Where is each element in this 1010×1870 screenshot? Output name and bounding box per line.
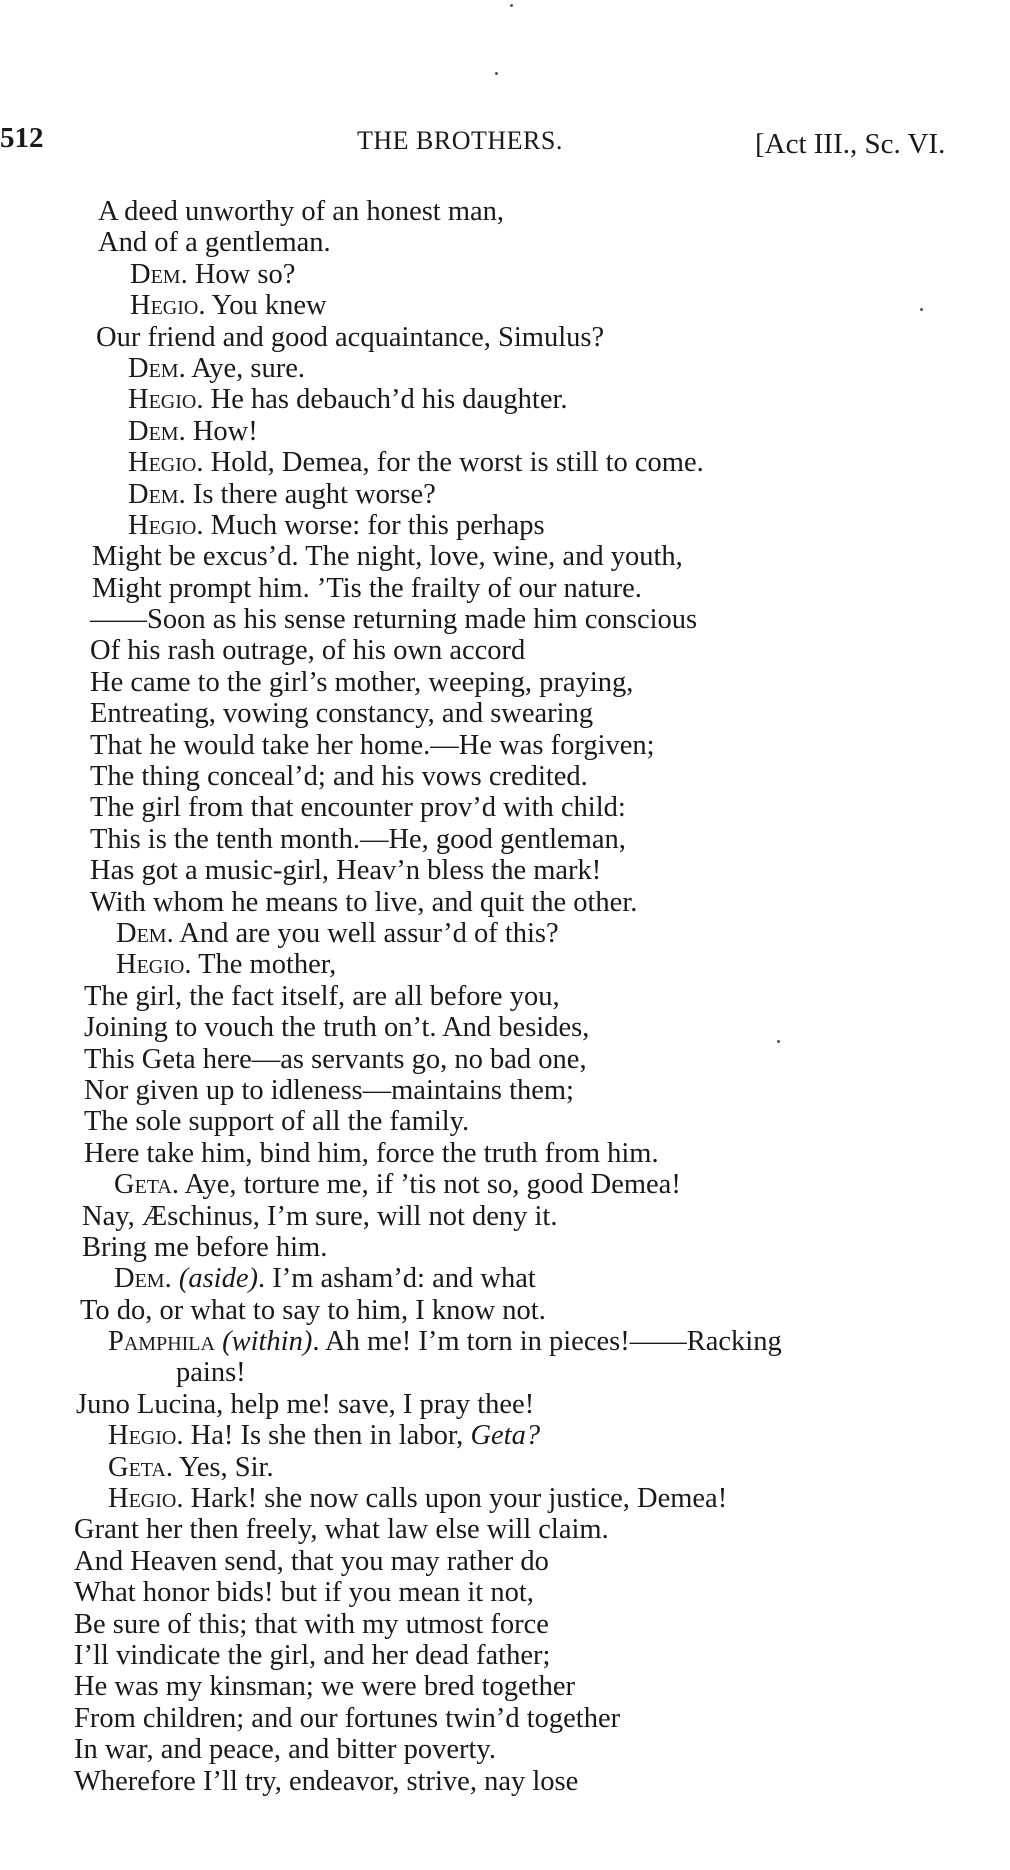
stage-direction: (within) (222, 1326, 313, 1358)
text-line (0, 1012, 1010, 1043)
print-speck (495, 72, 498, 75)
text-line (0, 290, 1010, 321)
line-text: How! (185, 415, 258, 447)
line-text: I’ll vindicate the girl, and her dead father; (74, 1639, 551, 1671)
speaker-name: Hegio. (116, 949, 192, 981)
text-line (0, 824, 1010, 855)
line-text: What honor bids! but if you mean it not, (74, 1577, 534, 1609)
speaker-name: Dem. (130, 258, 188, 290)
text-line (0, 510, 1010, 541)
text-line (0, 1640, 1010, 1671)
speaker-name: Dem. (128, 352, 186, 384)
speaker-name: Dem. (128, 415, 186, 447)
text-line (0, 981, 1010, 1012)
line-text: Of his rash outrage, of his own accord (90, 635, 526, 667)
stage-direction: (aside) (178, 1263, 258, 1295)
text-line (0, 1514, 1010, 1545)
line-text: Grant her then freely, what law else will claim. (74, 1514, 609, 1546)
line-text: Yes, Sir. (172, 1451, 274, 1483)
line-text: Might prompt him. ’Tis the frailty of our nature. (92, 572, 642, 604)
running-header (0, 122, 1010, 162)
line-text: Ha! Is she then in labor, (183, 1420, 471, 1452)
line-text: The sole support of all the family. (84, 1106, 470, 1138)
line-text: He was my kinsman; we were bred together (74, 1671, 575, 1703)
text-line (0, 1671, 1010, 1702)
text-line (0, 384, 1010, 415)
line-text: Nay, Æschinus, I’m sure, will not deny it. (82, 1200, 558, 1232)
line-text: And of a gentleman. (98, 227, 331, 259)
running-title: THE BROTHERS. (357, 126, 563, 155)
line-text: Be sure of this; that with my utmost force (74, 1608, 549, 1640)
line-text: A deed unworthy of an honest man, (98, 196, 505, 227)
text-line (0, 541, 1010, 572)
text-line (0, 1075, 1010, 1106)
text-line (0, 227, 1010, 258)
line-text: To do, or what to say to him, I know not. (80, 1294, 546, 1326)
page-number: 512 (0, 122, 44, 154)
line-text: With whom he means to live, and quit the other. (90, 886, 638, 918)
text-line (0, 1295, 1010, 1326)
text-line (0, 1232, 1010, 1263)
speaker-name: Dem. (114, 1263, 172, 1295)
verse-text (0, 196, 1010, 1797)
line-text: That he would take her home.—He was forgiven; (90, 729, 655, 761)
text-line (0, 1357, 1010, 1388)
speaker-name: Hegio. (128, 509, 204, 541)
line-text: Wherefore I’ll try, endeavor, strive, nay lose (74, 1765, 579, 1797)
line-text: You knew (205, 290, 327, 322)
speaker-name: Dem. (128, 478, 186, 510)
text-line (0, 447, 1010, 478)
line-text: Hold, Demea, for the worst is still to come. (203, 447, 704, 479)
speaker-name: Geta. (108, 1451, 173, 1483)
line-text: Juno Lucina, help me! save, I pray thee! (76, 1388, 535, 1420)
text-line (0, 573, 1010, 604)
text-line (0, 635, 1010, 666)
speaker-name: Geta. (114, 1169, 179, 1201)
text-line (0, 1734, 1010, 1765)
text-line (0, 1263, 1010, 1294)
line-text: pains! (176, 1357, 246, 1389)
line-text: Much worse: for this perhaps (203, 509, 545, 541)
text-line (0, 1766, 1010, 1797)
speaker-name: Hegio. (128, 447, 204, 479)
text-line (0, 1326, 1010, 1357)
text-line (0, 1452, 1010, 1483)
text-line (0, 698, 1010, 729)
text-line (0, 1201, 1010, 1232)
line-text: The thing conceal’d; and his vows credited. (90, 761, 588, 793)
speaker-name: Hegio. (108, 1420, 184, 1452)
text-line (0, 479, 1010, 510)
text-line (0, 196, 1010, 227)
line-text: Might be excus’d. The night, love, wine, and youth, (92, 541, 683, 573)
text-line (0, 322, 1010, 353)
text-line (0, 1389, 1010, 1420)
line-text: He has debauch’d his daughter. (203, 384, 568, 416)
line-text: Hark! she now calls upon your justice, Demea! (183, 1483, 728, 1515)
line-text: This is the tenth month.—He, good gentleman, (90, 823, 626, 855)
line-text: The girl, the fact itself, are all before you, (84, 980, 560, 1012)
text-line (0, 1546, 1010, 1577)
print-speck (510, 4, 513, 7)
line-text: Bring me before him. (82, 1231, 328, 1263)
line-text: The mother, (191, 949, 337, 981)
line-text: How so? (187, 258, 296, 290)
text-line (0, 1703, 1010, 1734)
text-line (0, 416, 1010, 447)
line-text: Nor given up to idleness—maintains them; (84, 1074, 574, 1106)
line-text: Aye, torture me, if ’tis not so, good Demea! (178, 1169, 681, 1201)
line-text: ——Soon as his sense returning made him conscious (90, 604, 698, 636)
line-text: Here take him, bind him, force the truth from him. (84, 1137, 659, 1169)
text-line (0, 1577, 1010, 1608)
text-line (0, 1138, 1010, 1169)
speaker-name: Dem. (116, 917, 174, 949)
line-text: Our friend and good acquaintance, Simulus? (96, 321, 605, 353)
text-line (0, 667, 1010, 698)
line-text: He came to the girl’s mother, weeping, praying, (90, 666, 634, 698)
act-scene-label: [Act III., Sc. VI. (755, 128, 946, 160)
speaker-name: Pamphila (108, 1326, 215, 1358)
text-line (0, 792, 1010, 823)
line-text: Joining to vouch the truth on’t. And besides, (84, 1012, 590, 1044)
line-text: And Heaven send, that you may rather do (74, 1545, 549, 1577)
line-text: From children; and our fortunes twin’d together (74, 1702, 621, 1734)
text-line (0, 604, 1010, 635)
text-line (0, 1420, 1010, 1451)
text-line (0, 1044, 1010, 1075)
line-text: Is there aught worse? (185, 478, 436, 510)
text-line (0, 887, 1010, 918)
text-line (0, 761, 1010, 792)
text-line (0, 1609, 1010, 1640)
line-text: The girl from that encounter prov’d with child: (90, 792, 626, 824)
text-line (0, 855, 1010, 886)
line-text: Entreating, vowing constancy, and swearing (90, 698, 594, 730)
text-line (0, 259, 1010, 290)
line-text: . Ah me! I’m torn in pieces!——Racking (312, 1326, 782, 1358)
line-text: And are you well assur’d of this? (173, 917, 559, 949)
line-text: In war, and peace, and bitter poverty. (74, 1734, 496, 1766)
text-line (0, 918, 1010, 949)
line-text: This Geta here—as servants go, no bad one, (84, 1043, 587, 1075)
speaker-name: Hegio. (130, 290, 206, 322)
text-line (0, 353, 1010, 384)
line-text: Has got a music-girl, Heav’n bless the mark! (90, 855, 602, 887)
line-text: . I’m asham’d: and what (257, 1263, 536, 1295)
text-line (0, 730, 1010, 761)
emphasis-text: Geta? (470, 1420, 541, 1452)
speaker-name: Hegio. (108, 1483, 184, 1515)
text-line (0, 949, 1010, 980)
text-line (0, 1106, 1010, 1137)
speaker-name: Hegio. (128, 384, 204, 416)
line-text: Aye, sure. (185, 352, 305, 384)
text-line (0, 1169, 1010, 1200)
text-line (0, 1483, 1010, 1514)
